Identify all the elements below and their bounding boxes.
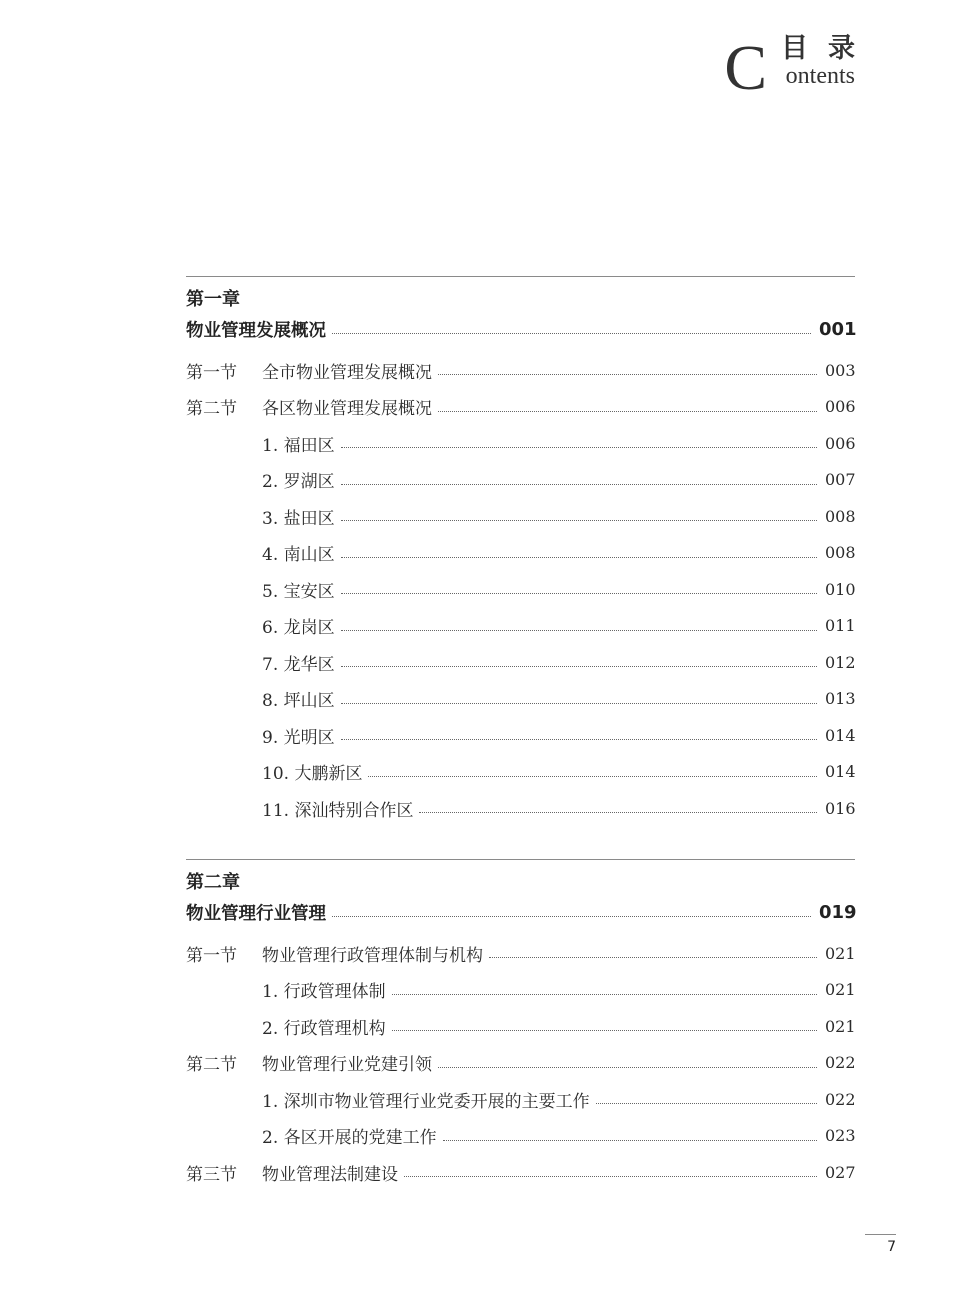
toc-subsection-row[interactable] <box>186 462 855 499</box>
chapter-2 <box>186 859 855 1191</box>
dot-leader <box>341 519 817 521</box>
toc-subsection-row[interactable] <box>186 1008 855 1045</box>
section-label: 第一节 <box>186 945 237 966</box>
page-number: 7 <box>887 1239 896 1255</box>
entry-title: 10. 大鹏新区 <box>262 764 363 785</box>
dot-leader <box>341 556 817 558</box>
dot-leader <box>404 1175 817 1177</box>
dot-leader <box>438 410 817 412</box>
toc-subsection-row[interactable] <box>186 717 855 754</box>
contents-big-letter: C <box>724 32 767 103</box>
toc-subsection-row[interactable] <box>186 571 855 608</box>
dot-leader <box>438 373 817 375</box>
chapter-divider <box>186 276 855 277</box>
entry-page-number: 006 <box>825 433 856 453</box>
entry-page-number: 021 <box>825 1016 856 1036</box>
entry-page-number: 022 <box>825 1053 856 1073</box>
dot-leader <box>332 915 811 917</box>
dot-leader <box>596 1102 817 1104</box>
chapter-title: 物业管理行业管理 <box>186 903 326 924</box>
entry-title: 全市物业管理发展概况 <box>262 362 432 383</box>
entry-title: 7. 龙华区 <box>262 654 335 675</box>
section-label: 第二节 <box>186 399 237 420</box>
entry-title: 物业管理法制建设 <box>262 1164 398 1185</box>
entry-title: 2. 罗湖区 <box>262 472 335 493</box>
entry-title: 5. 宝安区 <box>262 581 335 602</box>
dot-leader <box>341 665 817 667</box>
chapter-title-row[interactable] <box>186 895 855 929</box>
dot-leader <box>438 1066 817 1068</box>
entry-page-number: 022 <box>825 1089 856 1109</box>
toc-subsection-row[interactable] <box>186 1118 855 1155</box>
chapter-title-row[interactable] <box>186 312 855 346</box>
dot-leader <box>332 332 811 334</box>
toc-subsection-row[interactable] <box>186 972 855 1009</box>
entry-page-number: 010 <box>825 579 856 599</box>
entry-page-number: 012 <box>825 652 856 672</box>
entry-title: 2. 各区开展的党建工作 <box>262 1128 437 1149</box>
dot-leader <box>341 592 817 594</box>
entry-title: 1. 行政管理体制 <box>262 982 386 1003</box>
entry-page-number: 008 <box>825 543 856 563</box>
toc-header-logo <box>655 28 875 103</box>
entry-title: 1. 福田区 <box>262 435 335 456</box>
entry-page-number: 014 <box>825 725 856 745</box>
dot-leader <box>341 483 817 485</box>
section-label: 第三节 <box>186 1164 237 1185</box>
entry-page-number: 003 <box>825 360 856 380</box>
entry-page-number: 008 <box>825 506 856 526</box>
entry-page-number: 014 <box>825 762 856 782</box>
entry-page-number: 021 <box>825 943 856 963</box>
chapter-label: 第二章 <box>186 872 240 893</box>
toc-section-row[interactable] <box>186 1154 855 1191</box>
chapter-page-number: 019 <box>819 901 857 923</box>
toc-subsection-row[interactable] <box>186 535 855 572</box>
toc-subsection-row[interactable] <box>186 681 855 718</box>
entry-page-number: 006 <box>825 397 856 417</box>
toc-section-row[interactable] <box>186 935 855 972</box>
entry-title: 物业管理行政管理体制与机构 <box>262 945 483 966</box>
entry-page-number: 021 <box>825 980 856 1000</box>
entry-page-number: 023 <box>825 1126 856 1146</box>
entry-title: 6. 龙岗区 <box>262 618 335 639</box>
entry-page-number: 016 <box>825 798 856 818</box>
dot-leader <box>341 446 817 448</box>
footer-rule <box>865 1234 896 1235</box>
toc-section-row[interactable] <box>186 389 855 426</box>
entry-title: 4. 南山区 <box>262 545 335 566</box>
entry-page-number: 027 <box>825 1162 856 1182</box>
section-label: 第二节 <box>186 1055 237 1076</box>
toc-subsection-row[interactable] <box>186 425 855 462</box>
toc-title-chinese: 目录 <box>781 33 875 64</box>
entry-page-number: 013 <box>825 689 856 709</box>
dot-leader <box>443 1139 817 1141</box>
section-label: 第一节 <box>186 362 237 383</box>
toc-subsection-row[interactable] <box>186 608 855 645</box>
toc-title-english: ontents <box>785 63 855 89</box>
entry-title: 各区物业管理发展概况 <box>262 399 432 420</box>
entry-title: 8. 坪山区 <box>262 691 335 712</box>
dot-leader <box>392 1029 817 1031</box>
toc-subsection-row[interactable] <box>186 754 855 791</box>
entry-title: 物业管理行业党建引领 <box>262 1055 432 1076</box>
dot-leader <box>419 811 817 813</box>
entry-page-number: 011 <box>825 616 856 636</box>
dot-leader <box>341 702 817 704</box>
dot-leader <box>392 993 817 995</box>
toc-subsection-row[interactable] <box>186 644 855 681</box>
dot-leader <box>489 956 817 958</box>
chapter-1 <box>186 276 855 827</box>
dot-leader <box>368 775 817 777</box>
toc-section-row[interactable] <box>186 352 855 389</box>
toc-subsection-row[interactable] <box>186 790 855 827</box>
entry-page-number: 007 <box>825 470 856 490</box>
toc-subsection-row[interactable] <box>186 498 855 535</box>
chapter-page-number: 001 <box>819 318 857 340</box>
dot-leader <box>341 738 817 740</box>
chapter-label: 第一章 <box>186 289 240 310</box>
entry-title: 11. 深汕特别合作区 <box>262 800 414 821</box>
chapter-divider <box>186 859 855 860</box>
entry-title: 3. 盐田区 <box>262 508 335 529</box>
entry-title: 1. 深圳市物业管理行业党委开展的主要工作 <box>262 1091 590 1112</box>
toc-section-row[interactable] <box>186 1045 855 1082</box>
dot-leader <box>341 629 817 631</box>
toc-subsection-row[interactable] <box>186 1081 855 1118</box>
chapter-title: 物业管理发展概况 <box>186 320 326 341</box>
entry-title: 9. 光明区 <box>262 727 335 748</box>
entry-title: 2. 行政管理机构 <box>262 1018 386 1039</box>
